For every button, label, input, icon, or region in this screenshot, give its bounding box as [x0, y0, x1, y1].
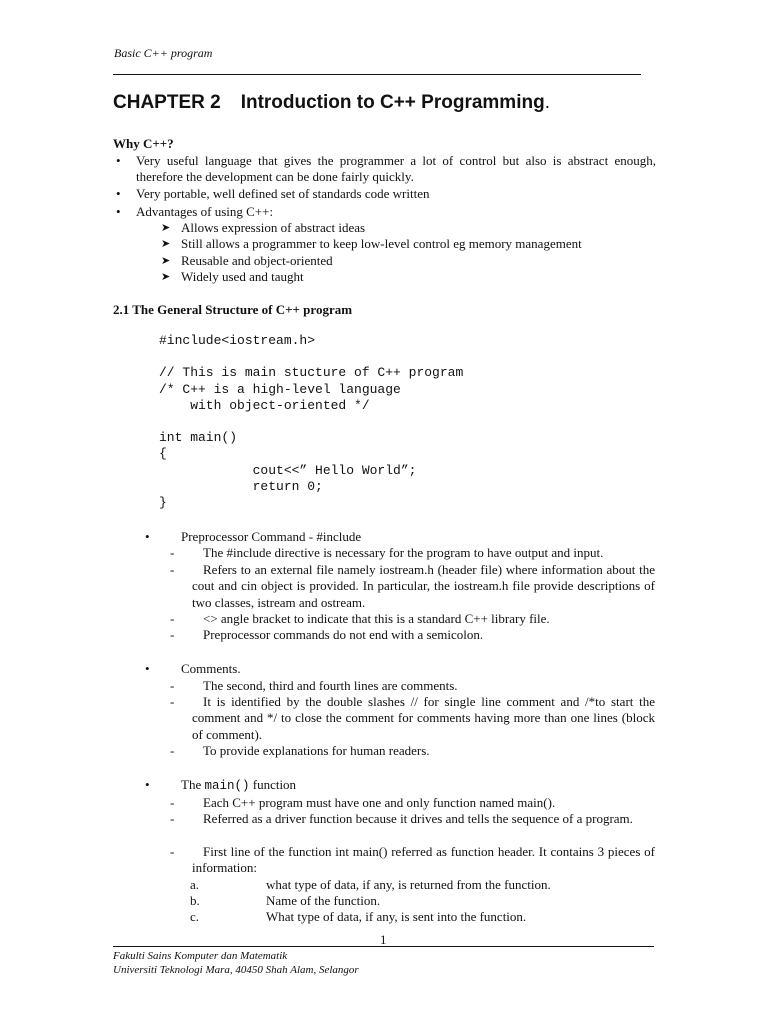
bullet-icon: •: [145, 661, 150, 676]
code-block: [159, 333, 463, 511]
sub-item-3: What type of data, if any, is sent into the function.: [266, 909, 527, 924]
dash-marker: -: [170, 844, 175, 859]
code-line: [159, 414, 463, 430]
comments-item-2: It is identified by the double slashes // for single line comment and /*to start the comment and */ to close the comment for comments having more than one lines (block of comment).: [192, 694, 655, 742]
code-line: }: [159, 495, 167, 511]
advantage-3: Reusable and object-oriented: [181, 253, 333, 268]
preprocessor-item-4: Preprocessor commands do not end with a semicolon.: [203, 627, 484, 642]
code-line: #include<iostream.h>: [159, 333, 316, 348]
chapter-title: [113, 92, 550, 114]
dash-marker: -: [170, 743, 175, 758]
sub-item-1: what type of data, if any, is returned from the function.: [266, 877, 551, 892]
comments-title: Comments.: [181, 661, 241, 676]
footer-rule: [113, 946, 654, 947]
why-heading: Why C++?: [113, 136, 174, 151]
arrow-bullet-icon: ➤: [161, 255, 171, 267]
arrow-bullet-icon: ➤: [161, 271, 171, 283]
sub-item-2: Name of the function.: [266, 893, 381, 908]
code-line: cout<<” Hello World”;: [159, 462, 417, 478]
code-line: // This is main stucture of C++ program: [159, 365, 464, 381]
code-line: {: [159, 446, 167, 462]
comments-item-1: The second, third and fourth lines are comments.: [203, 678, 458, 693]
preprocessor-title: Preprocessor Command - #include: [181, 529, 362, 544]
dash-marker: -: [170, 562, 175, 577]
dash-marker: -: [170, 611, 175, 626]
main-title-pre: The: [181, 777, 202, 792]
bullet-icon: •: [116, 204, 121, 219]
section-heading: 2.1 The General Structure of C++ program: [113, 302, 353, 317]
sub-letter: c.: [190, 909, 200, 924]
dash-marker: -: [170, 678, 175, 693]
code-line: int main(): [159, 430, 238, 446]
bullet-icon: •: [116, 153, 121, 168]
sub-letter: a.: [190, 877, 200, 892]
preprocessor-item-2: Refers to an external file namely iostream.h (header file) where information about the cout and cin object is provided. In particular, the iostream.h file provide descriptions of two classes, istream and ostream.: [192, 562, 655, 610]
comments-item-3: To provide explanations for human readers.: [203, 743, 430, 758]
dash-marker: -: [170, 795, 175, 810]
arrow-bullet-icon: ➤: [161, 222, 171, 234]
bullet-icon: •: [145, 777, 150, 792]
why-bullet-1: Very useful language that gives the programmer a lot of control but also is abstract enough, therefore the development can be done fairly quickly.: [136, 153, 656, 185]
bullet-icon: •: [145, 529, 150, 544]
code-line: [159, 349, 463, 365]
code-line: with object-oriented */: [159, 397, 370, 413]
advantage-4: Widely used and taught: [181, 269, 304, 284]
dash-marker: -: [170, 811, 175, 826]
chapter-title-period: .: [544, 92, 550, 113]
chapter-name: Introduction to C++ Programming: [240, 92, 545, 113]
dash-marker: -: [170, 545, 175, 560]
page-number: 1: [380, 932, 387, 947]
header-rule: [113, 74, 641, 75]
preprocessor-item-1: The #include directive is necessary for the program to have output and input.: [203, 545, 604, 560]
preprocessor-item-3: <> angle bracket to indicate that this is a standard C++ library file.: [203, 611, 550, 626]
main-item-2: Referred as a driver function because it drives and tells the sequence of a program.: [203, 811, 633, 826]
code-line: /* C++ is a high-level language: [159, 381, 401, 397]
advantage-2: Still allows a programmer to keep low-level control eg memory management: [181, 236, 582, 251]
main-item-3: First line of the function int main() referred as function header. It contains 3 pieces of information:: [192, 844, 655, 876]
chapter-number: CHAPTER 2: [113, 92, 221, 113]
main-title-post: function: [252, 777, 297, 792]
main-function-title: [181, 777, 296, 794]
code-line: return 0;: [159, 478, 323, 494]
running-header: Basic C++ program: [114, 46, 213, 60]
main-item-1: Each C++ program must have one and only function named main().: [203, 795, 556, 810]
why-bullet-2: Very portable, well defined set of standards code written: [136, 186, 430, 201]
footer-university: Universiti Teknologi Mara, 40450 Shah Alam, Selangor: [113, 964, 359, 976]
sub-letter: b.: [190, 893, 200, 908]
why-bullet-3: Advantages of using C++:: [136, 204, 274, 219]
main-title-code: main(): [204, 779, 250, 793]
footer-faculty: Fakulti Sains Komputer dan Matematik: [113, 950, 288, 962]
arrow-bullet-icon: ➤: [161, 238, 171, 250]
dash-marker: -: [170, 694, 175, 709]
advantage-1: Allows expression of abstract ideas: [181, 220, 366, 235]
dash-marker: -: [170, 627, 175, 642]
bullet-icon: •: [116, 186, 121, 201]
